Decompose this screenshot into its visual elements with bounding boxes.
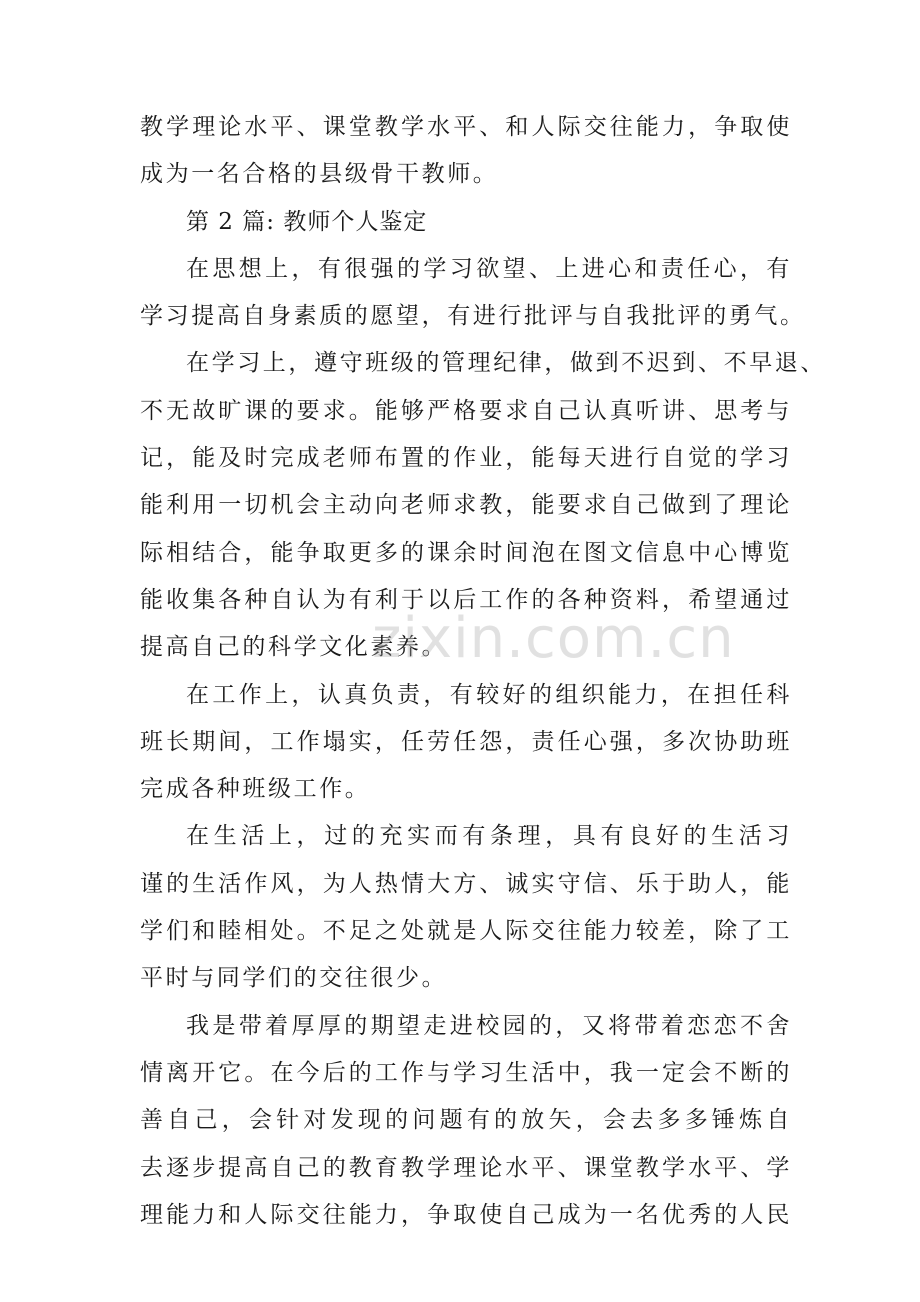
text-line: 理能力和人际交往能力，争取使自己成为一名优秀的人民 [140,1201,792,1228]
text-line: 班长期间，工作塌实，任劳任怨，责任心强，多次协助班 [140,728,792,755]
text-line: 在思想上，有很强的学习欲望、上进心和责任心，有 [186,255,792,282]
text-line: 谨的生活作风，为人热情大方、诚实守信、乐于助人，能 [140,870,792,897]
text-line: 成为一名合格的县级骨干教师。 [140,161,499,188]
text-line: 在工作上，认真负责，有较好的组织能力，在担任科 [186,681,792,708]
text-line: 能收集各种自认为有利于以后工作的各种资料，希望通过 [140,586,792,613]
text-line: 教学理论水平、课堂教学水平、和人际交往能力，争取使 [140,114,792,140]
text-line: 提高自己的科学文化素养。 [140,634,448,661]
text-line: 善自己，会针对发现的问题有的放矢，会去多多锤炼自 [140,1107,792,1134]
section-heading: 第 2 篇: 教师个人鉴定 [186,208,428,235]
text-line: 能利用一切机会主动向老师求教，能要求自己做到了理论 [140,492,792,519]
text-line: 学们和睦相处。不足之处就是人际交往能力较差，除了工 [140,918,792,945]
document-body [140,104,826,1239]
text-line: 完成各种班级工作。 [140,776,371,803]
text-line: 在生活上，过的充实而有条理，具有良好的生活习 [186,823,792,850]
text-line: 情离开它。在今后的工作与学习生活中，我一定会不断的 [140,1059,792,1086]
watermark: zixin.com.cn [372,606,735,671]
text-line: 学习提高自身素质的愿望，有进行批评与自我批评的勇气。 [140,303,806,330]
text-line: 我是带着厚厚的期望走进校园的，又将带着恋恋不舍 [186,1012,792,1039]
text-line: 际相结合，能争取更多的课余时间泡在图文信息中心博览 [140,539,792,566]
text-line: 平时与同学们的交往很少。 [140,965,448,992]
text-line: 在学习上，遵守班级的管理纪律，做到不迟到、不早退、 [186,350,826,377]
text-line: 去逐步提高自己的教育教学理论水平、课堂教学水平、学 [140,1154,792,1181]
text-line: 记，能及时完成老师布置的作业，能每天进行自觉的学习 [140,445,792,472]
text-line: 不无故旷课的要求。能够严格要求自己认真听讲、思考与 [140,397,792,424]
